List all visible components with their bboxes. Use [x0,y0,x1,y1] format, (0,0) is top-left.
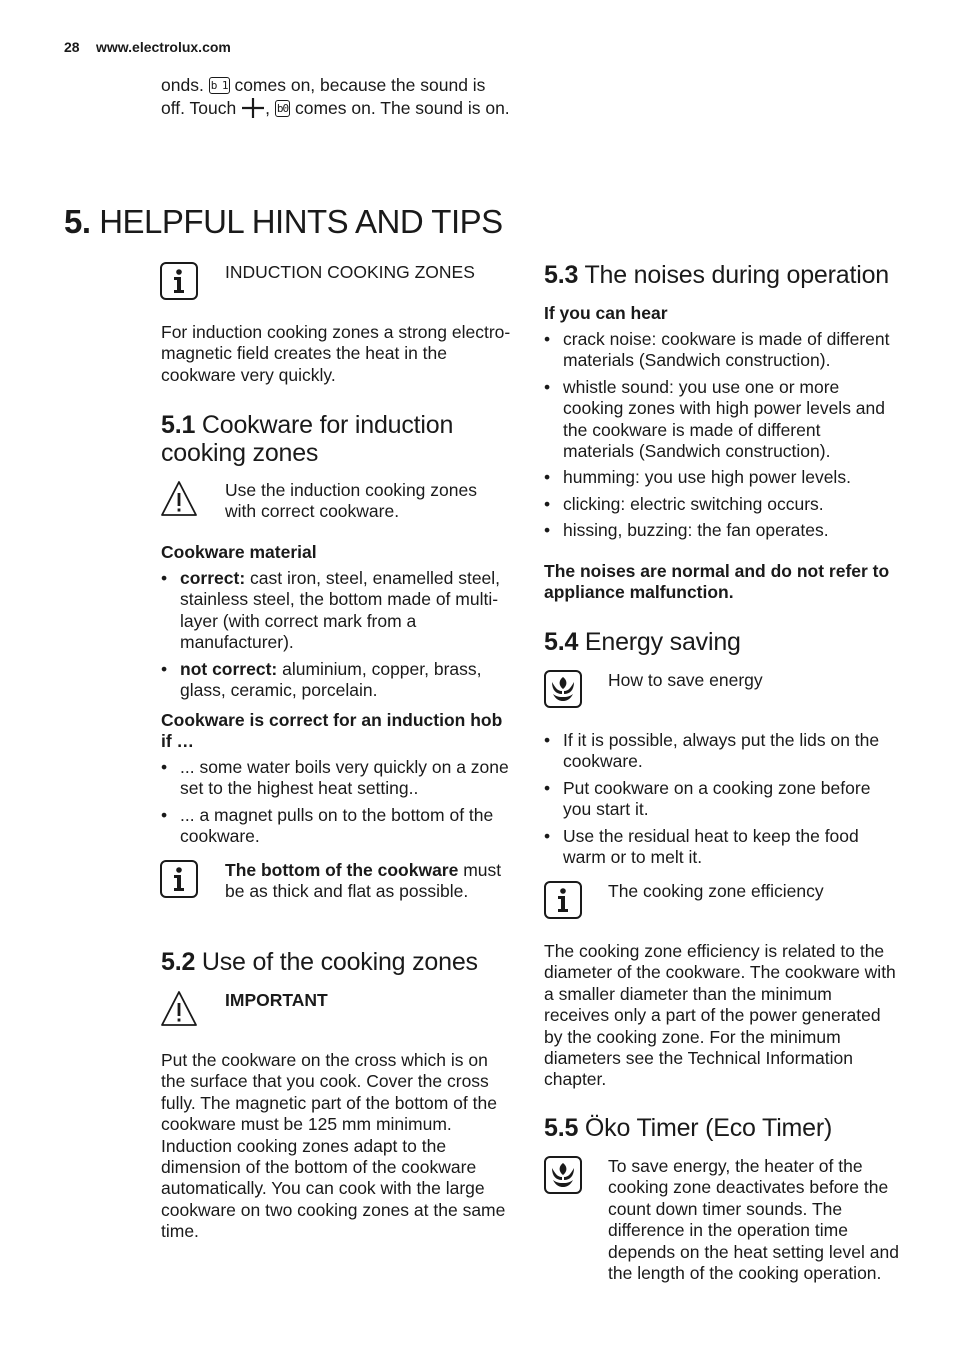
section-5-1-title: Cookware for induction cooking zones [161,411,454,467]
induction-zones-note: INDUCTION COOKING ZONES [225,262,475,282]
info-icon [160,262,198,300]
list-item: • whistle sound: you use one or more cooking zones with high power levels and the cookware is made of different materials (Sandwich construction). [544,377,892,463]
list-item: • correct: cast iron, steel, enamelled steel, stainless steel, the bottom made of multi-layer (with correct mark from a manufacturer). [161,568,511,654]
section-5-4-title: Energy saving [584,628,741,656]
section-5-5-number: 5.5 [544,1114,579,1142]
section-5-4-number: 5.4 [544,628,579,656]
section-5-2-number: 5.2 [161,948,196,976]
noise-list [544,329,892,547]
correct-cookware-warning: Use the induction cooking zones with correct cookware. [225,480,477,522]
efficiency-note: The cooking zone efficiency [608,881,824,901]
warning-icon [160,990,198,1028]
info-icon [544,881,582,919]
section-5-4-heading [544,628,904,656]
chapter-title [64,203,503,241]
cooking-zones-paragraph: Put the cookware on the cross which is on the surface that you cook. Cover the cross fully. The magnetic part of the bottom of the cookware must be 125 mm minimum. Induction cooking zones adapt to the dimension of the bottom of the cookware automatically. You can cook with the large cookware on two cooking zones at the same time. [161,1050,506,1242]
warning-icon [160,480,198,518]
list-item: • Use the residual heat to keep the food warm or to melt it. [544,826,892,869]
section-5-3-number: 5.3 [544,261,579,289]
eco-leaf-icon [544,1156,582,1194]
intro-part3: , [265,98,270,119]
efficiency-paragraph: The cooking zone efficiency is related to the diameter of the cookware. The cookware with a smaller diameter than the minimum receives only a part of the power generated by the cooking zone. For the minimum diameters see the Technical Information chapter. [544,941,896,1090]
info-icon [160,860,198,898]
section-5-1-number: 5.1 [161,411,196,439]
list-item: • ... some water boils very quickly on a zone set to the highest heat setting.. [161,757,511,800]
list-item: • If it is possible, always put the lids on the cookware. [544,730,892,773]
display-glyph-b0: b0 [276,102,289,116]
section-5-3-heading [544,261,904,289]
eco-timer-paragraph: To save energy, the heater of the cooking zone deactivates before the count down timer sounds. The difference in the operation time depends on the heat setting level and the length of the cooking operation. [608,1156,899,1284]
correct-test-list [161,757,511,853]
display-glyph-b1: b 1 [210,79,228,92]
list-item: • not correct: aluminium, copper, brass, glass, ceramic, porcelain. [161,659,511,702]
header-url: www.electrolux.com [96,39,231,55]
cookware-material-list [161,568,511,706]
cookware-material-heading: Cookware material [161,542,317,562]
list-item: • crack noise: cookware is made of different materials (Sandwich construction). [544,329,892,372]
eco-leaf-icon [544,670,582,708]
induction-intro-paragraph: For induction cooking zones a strong electro-magnetic field creates the heat in the cookware very quickly. [161,322,511,385]
list-item: • clicking: electric switching occurs. [544,494,892,515]
section-5-5-heading [544,1114,904,1142]
section-5-1-heading [161,411,511,467]
cookware-bottom-note [225,860,515,903]
chapter-title-text: HELPFUL HINTS AND TIPS [99,203,503,240]
noise-conclusion: The noises are normal and do not refer to appliance malfunction. [544,561,890,603]
list-item: • ... a magnet pulls on to the bottom of the cookware. [161,805,511,848]
chapter-number: 5. [64,203,91,240]
intro-part4: comes on. The sound is on. [295,98,510,119]
intro-part2: comes on, because the sound is off. Touch [161,75,486,119]
section-5-5-title: Öko Timer (Eco Timer) [584,1114,833,1142]
plus-icon [241,96,265,120]
list-item: • humming: you use high power levels. [544,467,892,488]
intro-paragraph [161,75,511,120]
section-5-3-title: The noises during operation [584,261,889,289]
section-5-2-title: Use of the cooking zones [201,948,478,976]
save-energy-note: How to save energy [608,670,763,690]
list-item: • hissing, buzzing: the fan operates. [544,520,892,541]
important-label: IMPORTANT [225,990,328,1010]
correct-for-induction-heading: Cookware is correct for an induction hob if … [161,710,503,752]
cookware-bottom-note-bold: The bottom of the cookware [225,860,459,880]
list-item: • Put cookware on a cooking zone before you start it. [544,778,892,821]
cookware-bottom-note-text: must be as thick and flat as possible. [225,860,502,902]
if-you-can-hear-heading: If you can hear [544,303,668,323]
page-number: 28 [64,39,80,55]
energy-saving-list [544,730,892,873]
intro-part1: onds. [161,75,204,95]
section-5-2-heading [161,948,511,976]
